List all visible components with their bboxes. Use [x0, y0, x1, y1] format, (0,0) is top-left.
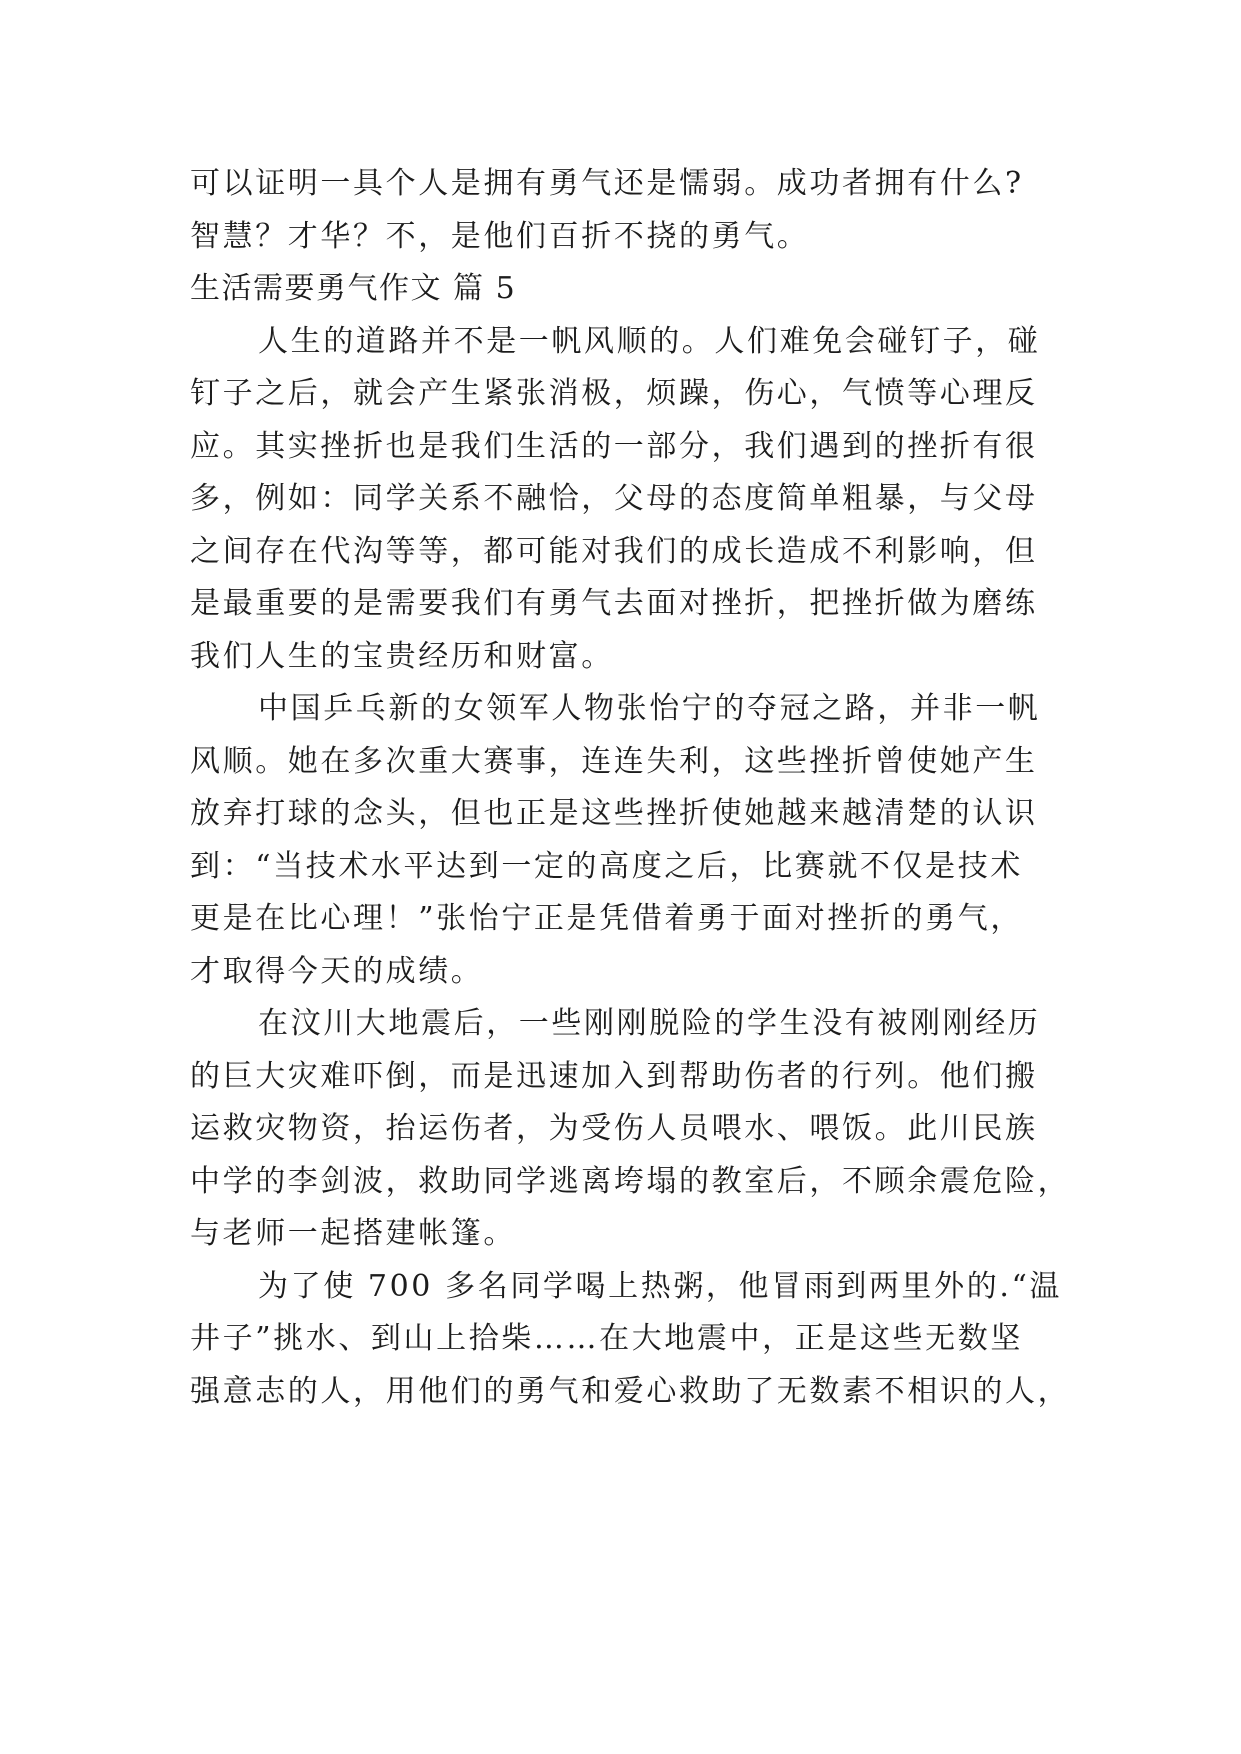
text-line: 更是在比心理！”张怡宁正是凭借着勇于面对挫折的勇气， — [190, 901, 1023, 936]
text-line: 放弃打球的念头，但也正是这些挫折使她越来越清楚的认识 — [190, 796, 1038, 831]
section-heading-text: 生活需要勇气作文 篇 5 — [190, 271, 517, 306]
text-line: 钉子之后，就会产生紧张消极，烦躁，伤心，气愤等心理反 — [190, 376, 1038, 411]
text-line: 运救灾物资，抬运伤者，为受伤人员喂水、喂饭。此川民族 — [190, 1111, 1038, 1146]
text-line: 风顺。她在多次重大赛事，连连失利，这些挫折曾使她产生 — [190, 743, 1038, 779]
text-line: 可以证明一具个人是拥有勇气还是懦弱。成功者拥有什么? — [190, 166, 1024, 201]
paragraph-3 — [190, 998, 1071, 1261]
text-line: 与老师一起搭建帐篷。 — [190, 1216, 516, 1251]
text-line: 的巨大灾难吓倒，而是迅速加入到帮助伤者的行列。他们搬 — [190, 1058, 1038, 1094]
text-line: 应。其实挫折也是我们生活的一部分，我们遇到的挫折有很 — [190, 428, 1038, 464]
text-line: 是最重要的是需要我们有勇气去面对挫折，把挫折做为磨练 — [190, 586, 1038, 621]
document-body — [190, 158, 1071, 1418]
text-line: 强意志的人，用他们的勇气和爱心救助了无数素不相识的人， — [190, 1373, 1071, 1409]
text-line: 之间存在代沟等等，都可能对我们的成长造成不利影响，但 — [190, 533, 1038, 569]
text-line: 中学的李剑波，救助同学逃离垮塌的教室后，不顾余震危险， — [190, 1163, 1071, 1199]
text-line: 才取得今天的成绩。 — [190, 953, 484, 989]
section-heading — [190, 263, 1050, 316]
opening-paragraph — [190, 158, 1050, 263]
text-line: 在汶川大地震后，一些刚刚脱险的学生没有被刚刚经历 — [258, 1006, 1041, 1041]
text-line: 我们人生的宝贵经历和财富。 — [190, 638, 614, 674]
text-line: 中国乒乓新的女领军人物张怡宁的夺冠之路，并非一帆 — [258, 691, 1041, 726]
text-line: 为了使 700 多名同学喝上热粥，他冒雨到两里外的.“温 — [258, 1268, 1063, 1304]
text-line: 多，例如：同学关系不融恰，父母的态度简单粗暴，与父母 — [190, 481, 1038, 516]
paragraph-2 — [190, 683, 1050, 998]
paragraph-4 — [190, 1261, 1071, 1419]
text-line: 井子”挑水、到山上拾柴……在大地震中，正是这些无数坚 — [190, 1321, 1023, 1356]
paragraph-1 — [190, 316, 1050, 684]
text-line: 人生的道路并不是一帆风顺的。人们难免会碰钉子，碰 — [258, 323, 1041, 359]
text-line: 到：“当技术水平达到一定的高度之后，比赛就不仅是技术 — [190, 848, 1023, 884]
text-line: 智慧？才华？不，是他们百折不挠的勇气。 — [190, 218, 810, 254]
